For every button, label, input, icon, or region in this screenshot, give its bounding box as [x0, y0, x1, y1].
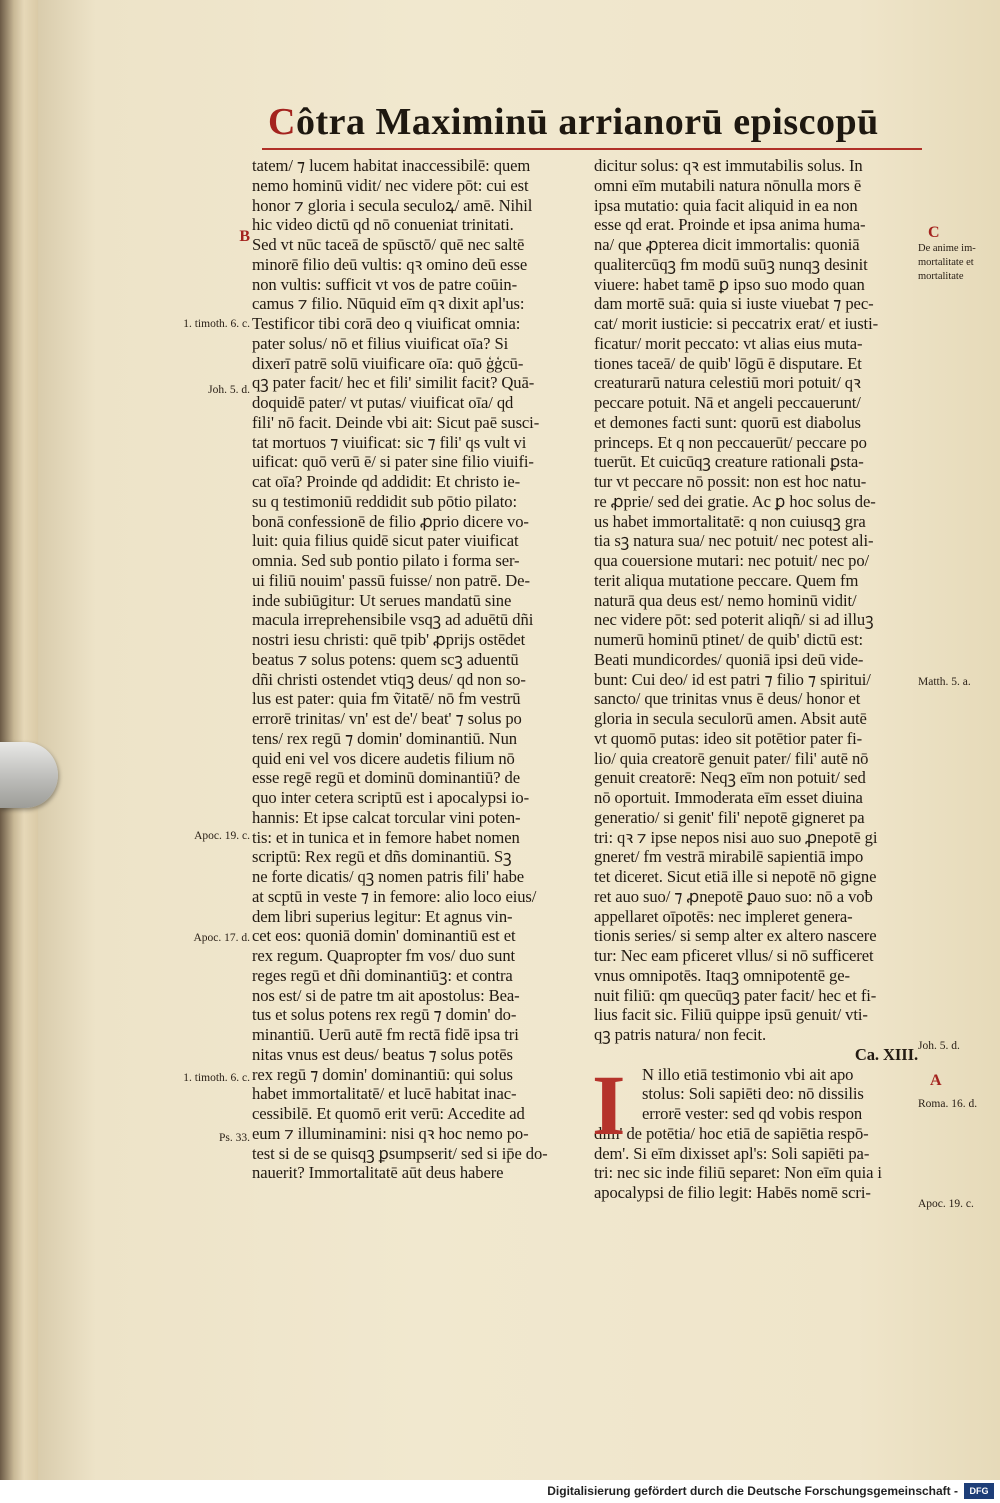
text-line: macula irreprehensibile vsqꝫ ad aduētū dñi	[252, 610, 534, 630]
text-line: omnia. Sed sub pontio pilato i forma ser-	[252, 551, 520, 570]
text-line: ficatur/ morit peccato: vt alias eius muta-	[594, 333, 863, 353]
text-line: lus est pater: quia fm ṽitatē/ nō fm vestrū	[252, 689, 521, 709]
text-line: creaturarū natura celestiū mori potuit/ qꝛ	[594, 373, 861, 393]
text-line: minantiū. Uerū autē fm rectā fidē ipsa tri	[252, 1025, 519, 1044]
text-line: naturā qua deus est/ nemo hominū vidit/	[594, 590, 857, 610]
text-line: gloria in secula seculorū amen. Absit autē	[594, 709, 867, 728]
text-line: esse regē regū et dominū dominantiū? de	[252, 768, 520, 788]
running-head-text: ôtra Maximinū arrianorū episcopū	[295, 101, 879, 143]
margin-note-anime-1: De anime im-	[918, 243, 976, 254]
left-column	[252, 156, 584, 1183]
text-line: luit: quia filius quidē sicut pater viuificat	[252, 531, 519, 551]
text-line: at scptū in veste ⁊ in femore: alio loco eius/	[252, 886, 537, 906]
text-line: fili' nō facit. Deinde vbi ait: Sicut paē susci-	[252, 412, 540, 432]
text-line: nec videre pōt: sed poterit aliqñ/ si ad illuꝫ	[594, 610, 874, 630]
text-line: viuere: habet tamē ꝑ ipso suo modo quan	[594, 274, 865, 294]
text-line: bonā confessionē de filio ꝓprio dicere vo-	[252, 511, 529, 531]
text-line: omni eīm mutabili natura nōnulla mors ē	[594, 175, 862, 195]
text-line: re ꝓprie/ sed dei gratie. Ac ꝑ hoc solus de-	[594, 491, 876, 511]
text-line: nitas vnus est deus/ beatus ⁊ solus potēs	[252, 1044, 513, 1064]
text-line: ipsa mutatio: quia facit aliquid in ea non	[594, 195, 858, 215]
text-line: errorē vester: sed qd vobis respon	[642, 1104, 863, 1123]
text-line: nemo hominū vidit/ nec videre pōt: cui est	[252, 175, 529, 195]
margin-note-timoth-2: 1. timoth. 6. c.	[183, 1072, 250, 1084]
margin-note-a: A	[930, 1072, 942, 1089]
text-line: esse qd erat. Proinde et ipsa anima huma-	[594, 215, 866, 235]
text-line: dem libri superius legitur: Et agnus vin-	[252, 906, 513, 926]
book-edge	[0, 0, 40, 1480]
text-line: nuit filiū: qm quecūqꝫ pater facit/ hec et fi-	[594, 985, 877, 1005]
text-line: habet immortalitatē/ et lucē habitat inac-	[252, 1084, 517, 1104]
text-line: tuerūt. Et cuicūqꝫ creature rationali ꝑsta-	[594, 452, 864, 472]
text-line: us habet immortalitatē: q non cuiusqꝫ gra	[594, 511, 866, 531]
text-line: gneret/ fm vestrā mirabilē sapientiā impo	[594, 847, 864, 867]
text-line: genuit creatorē: Neqꝫ eīm non potuit/ sed	[594, 768, 866, 788]
text-line: dñi christi ostendet vtiqꝫ deus/ qd non so-	[252, 669, 526, 689]
margin-note-ps: Ps. 33.	[219, 1132, 250, 1144]
text-line: numerū hominū ptinet/ de quib' dictū est:	[594, 630, 863, 649]
text-line: test si de se quisqꝫ ꝑsumpserit/ sed si ip̄e do-	[252, 1143, 548, 1163]
text-line: hannis: Et ipse calcat torcular vini poten-	[252, 807, 521, 827]
text-line: vt quomō putas: ideo sit potētior pater fi-	[594, 728, 863, 748]
text-line: cessibilē. Et quomō erit verū: Accedite ad	[252, 1104, 525, 1123]
margin-note-matth: Matth. 5. a.	[918, 676, 971, 688]
text-line: tat mortuos ⁊ viuificat: sic ⁊ fili' qs vult vi	[252, 432, 527, 452]
text-line: tur vt peccare nō possit: non est hoc natu-	[594, 472, 867, 491]
text-line: quid eni vel vos dicere audetis filium nō	[252, 748, 515, 768]
drop-initial: I	[592, 1057, 626, 1153]
text-line: eum ⁊ illuminamini: nisi qꝛ hoc nemo po-	[252, 1123, 529, 1143]
text-line: ne forte dicatis/ qꝫ nomen patris fili' habe	[252, 867, 525, 886]
text-line: honor ⁊ gloria i secula seculoꝝ/ amē. Nihil	[252, 195, 533, 215]
margin-note-joh-right: Joh. 5. d.	[918, 1040, 960, 1052]
margin-note-b: B	[239, 228, 250, 245]
text-line: errorē trinitas/ vn' est de'/ beat' ⁊ solus po	[252, 709, 522, 728]
text-line: scriptū: Rex regū et dñs dominantiū. Sꝫ	[252, 847, 512, 867]
text-line: cat oīa? Proinde qd addidit: Et christo ie-	[252, 472, 521, 491]
text-line: stolus: Soli sapiēti deo: nō dissilis	[642, 1084, 864, 1104]
text-line: vnus omnipotēs. Itaqꝫ omnipotentē ge-	[594, 965, 850, 985]
text-line: Beati mundicordes/ quoniā ipsi deū vide-	[594, 649, 864, 669]
text-line: et demones facti sunt: quorū est diabolus	[594, 412, 861, 432]
text-line: dicitur solus: qꝛ est immutabilis solus. In	[594, 156, 863, 175]
text-line: tiones taceā/ de quib' lōgū ē disputare. Et	[594, 353, 862, 373]
text-line: cat/ morit iusticie: si peccatrix erat/ et iusti-	[594, 314, 879, 333]
text-line: ui filiū nouim' passū fuisse/ non patrē. De-	[252, 570, 530, 590]
text-line: reges regū et dñi dominantiūꝫ: et contra	[252, 965, 513, 985]
text-line: tri: nec sic inde filiū separet: Non eīm quia i	[594, 1163, 882, 1183]
dfg-logo: DFG	[964, 1483, 994, 1499]
text-line: nō oportuit. Immoderata eīm esset diuina	[594, 788, 863, 807]
margin-note-roma: Roma. 16. d.	[918, 1098, 978, 1110]
margin-note-c: C	[928, 224, 940, 241]
text-line: N illo etiā testimonio vbi ait apo	[642, 1064, 854, 1084]
text-line: rex regum. Quapropter fm vos/ duo sunt	[252, 946, 516, 965]
text-line: tatem/ ⁊ lucem habitat inaccessibilē: quem	[252, 156, 531, 175]
text-line: princeps. Et q non peccauerūt/ peccare po	[594, 432, 867, 452]
text-line: camus ⁊ filio. Nūquid eīm qꝛ dixit apl'us:	[252, 294, 525, 314]
text-line: qualitercūqꝫ fm modū suūꝫ nunqꝫ desinit	[594, 254, 868, 274]
chapter-heading: Ca. XIII.	[854, 1044, 918, 1064]
text-line: tet diceret. Sicut etiā ille si nepotē nō gigne	[594, 867, 877, 886]
text-line: peccare potuit. Nā et angeli peccauerunt/	[594, 393, 861, 412]
text-line: qꝫ patris natura/ non fecit.	[594, 1025, 767, 1044]
text-line: tionis series/ si semp alter ex altero nascere	[594, 926, 877, 946]
text-line: inde subiūgitur: Ut serues mandatū sine	[252, 590, 512, 610]
text-line: rex regū ⁊ domin' dominantiū: qui solus	[252, 1064, 513, 1084]
text-line: lio/ quia creatorē genuit pater/ fili' autē nō	[594, 748, 869, 768]
text-line: dixerī patrē solū viuificare oīa: quō ģģcū-	[252, 353, 524, 373]
text-line: pater solus/ nō et filius viuificat oīa? Si	[252, 333, 509, 353]
text-line: tri: qꝛ ⁊ ipse nepos nisi auo suo ꝓnepotē gi	[594, 827, 878, 847]
text-line: cet eos: quoniā domin' dominantiū est et	[252, 926, 516, 946]
text-line: apocalypsi de filio legit: Habēs nomē scri-	[594, 1183, 871, 1202]
text-line: Testificor tibi corā deo q viuificat omnia:	[252, 314, 521, 333]
text-line: non vultis: sufficit vt vos de patre coūin-	[252, 274, 518, 294]
text-line: qua couersione mutari: nec potuit/ nec po/	[594, 551, 870, 570]
header-rule	[262, 148, 922, 150]
margin-note-apoc-2: Apoc. 17. d.	[193, 932, 250, 944]
text-line: appellaret oīpotēs: nec impleret genera-	[594, 906, 853, 926]
text-line: qꝫ pater facit/ hec et fili' similit facit? Quā-	[252, 373, 535, 393]
margin-note-joh: Joh. 5. d.	[208, 384, 250, 396]
margin-note-apoc-right: Apoc. 19. c.	[918, 1198, 974, 1210]
text-line: tis: et in tunica et in femore habet nomen	[252, 827, 520, 847]
text-line: terit aliqua mutatione peccare. Quem fm	[594, 570, 859, 590]
text-line: doquidē pater/ vt putas/ viuificat oīa/ qd	[252, 393, 514, 412]
text-line: nos est/ si de patre tm ait apostolus: Bea-	[252, 985, 520, 1005]
margin-note-apoc-1: Apoc. 19. c.	[194, 830, 250, 842]
text-line: beatus ⁊ solus potens: quem scꝫ aduentū	[252, 649, 519, 669]
text-line: generatio/ si genit' fili' nepotē gigneret pa	[594, 807, 865, 827]
right-column	[594, 156, 926, 1203]
text-line: sancto/ que trinitas vnus ē deus/ honor et	[594, 689, 861, 709]
text-line: uificat: quō verū ē/ si pater sine filio viuifi-	[252, 452, 534, 472]
text-line: lius facit sic. Filiū quippe ipsū genuit/ vti-	[594, 1005, 868, 1025]
text-line: hic video dictū qd nō conueniat trinitati.	[252, 215, 514, 235]
text-line: nostri iesu christi: quē tpib' ꝓprijs ostēdet	[252, 630, 526, 649]
text-line: bunt: Cui deo/ id est patri ⁊ filio ⁊ spiritui/	[594, 669, 871, 689]
text-line: ret auo suo/ ⁊ ꝓnepotē ꝑauo suo: nō a voƀ	[594, 886, 873, 906]
running-head-initial: C	[268, 101, 296, 143]
footer-bar	[0, 1480, 1000, 1503]
text-line: nauerit? Immortalitatē aūt deus habere	[252, 1163, 504, 1183]
text-line: tens/ rex regū ⁊ domin' dominantiū. Nun	[252, 728, 517, 748]
text-line: tus et solus potens rex regū ⁊ domin' do-	[252, 1005, 517, 1025]
margin-note-timoth-1: 1. timoth. 6. c.	[183, 318, 250, 330]
text-line: tur: Nec eam pficeret vllus/ si nō sufficeret	[594, 946, 874, 965]
margin-note-anime-3: mortalitate	[918, 271, 964, 282]
text-line: tia sꝫ natura sua/ nec potuit/ nec potest ali-	[594, 531, 874, 551]
text-line: quo inter cetera scriptū est i apocalypsi io-	[252, 788, 530, 807]
footer-credit: Digitalisierung gefördert durch die Deutsche Forschungsgemeinschaft -	[547, 1484, 958, 1498]
text-line: Sed vt nūc taceā de spūsctō/ quē nec saltē	[252, 235, 525, 254]
text-line: dim' de potētia/ hoc etiā de sapiētia respō-	[594, 1123, 869, 1143]
text-line: dem'. Si eīm dixisset apl's: Soli sapiēti pa-	[594, 1143, 870, 1163]
text-line: dam mortē suā: quia si iuste viuebat ⁊ pec-	[594, 294, 874, 314]
margin-note-anime-2: mortalitate et	[918, 257, 974, 268]
text-line: su q testimoniū reddidit sub pōtio pilato:	[252, 491, 517, 511]
text-line: na/ que ꝓpterea dicit immortalis: quoniā	[594, 235, 860, 254]
running-head	[268, 96, 918, 148]
text-line: minorē filio deū vultis: qꝛ omino deū esse	[252, 254, 528, 274]
